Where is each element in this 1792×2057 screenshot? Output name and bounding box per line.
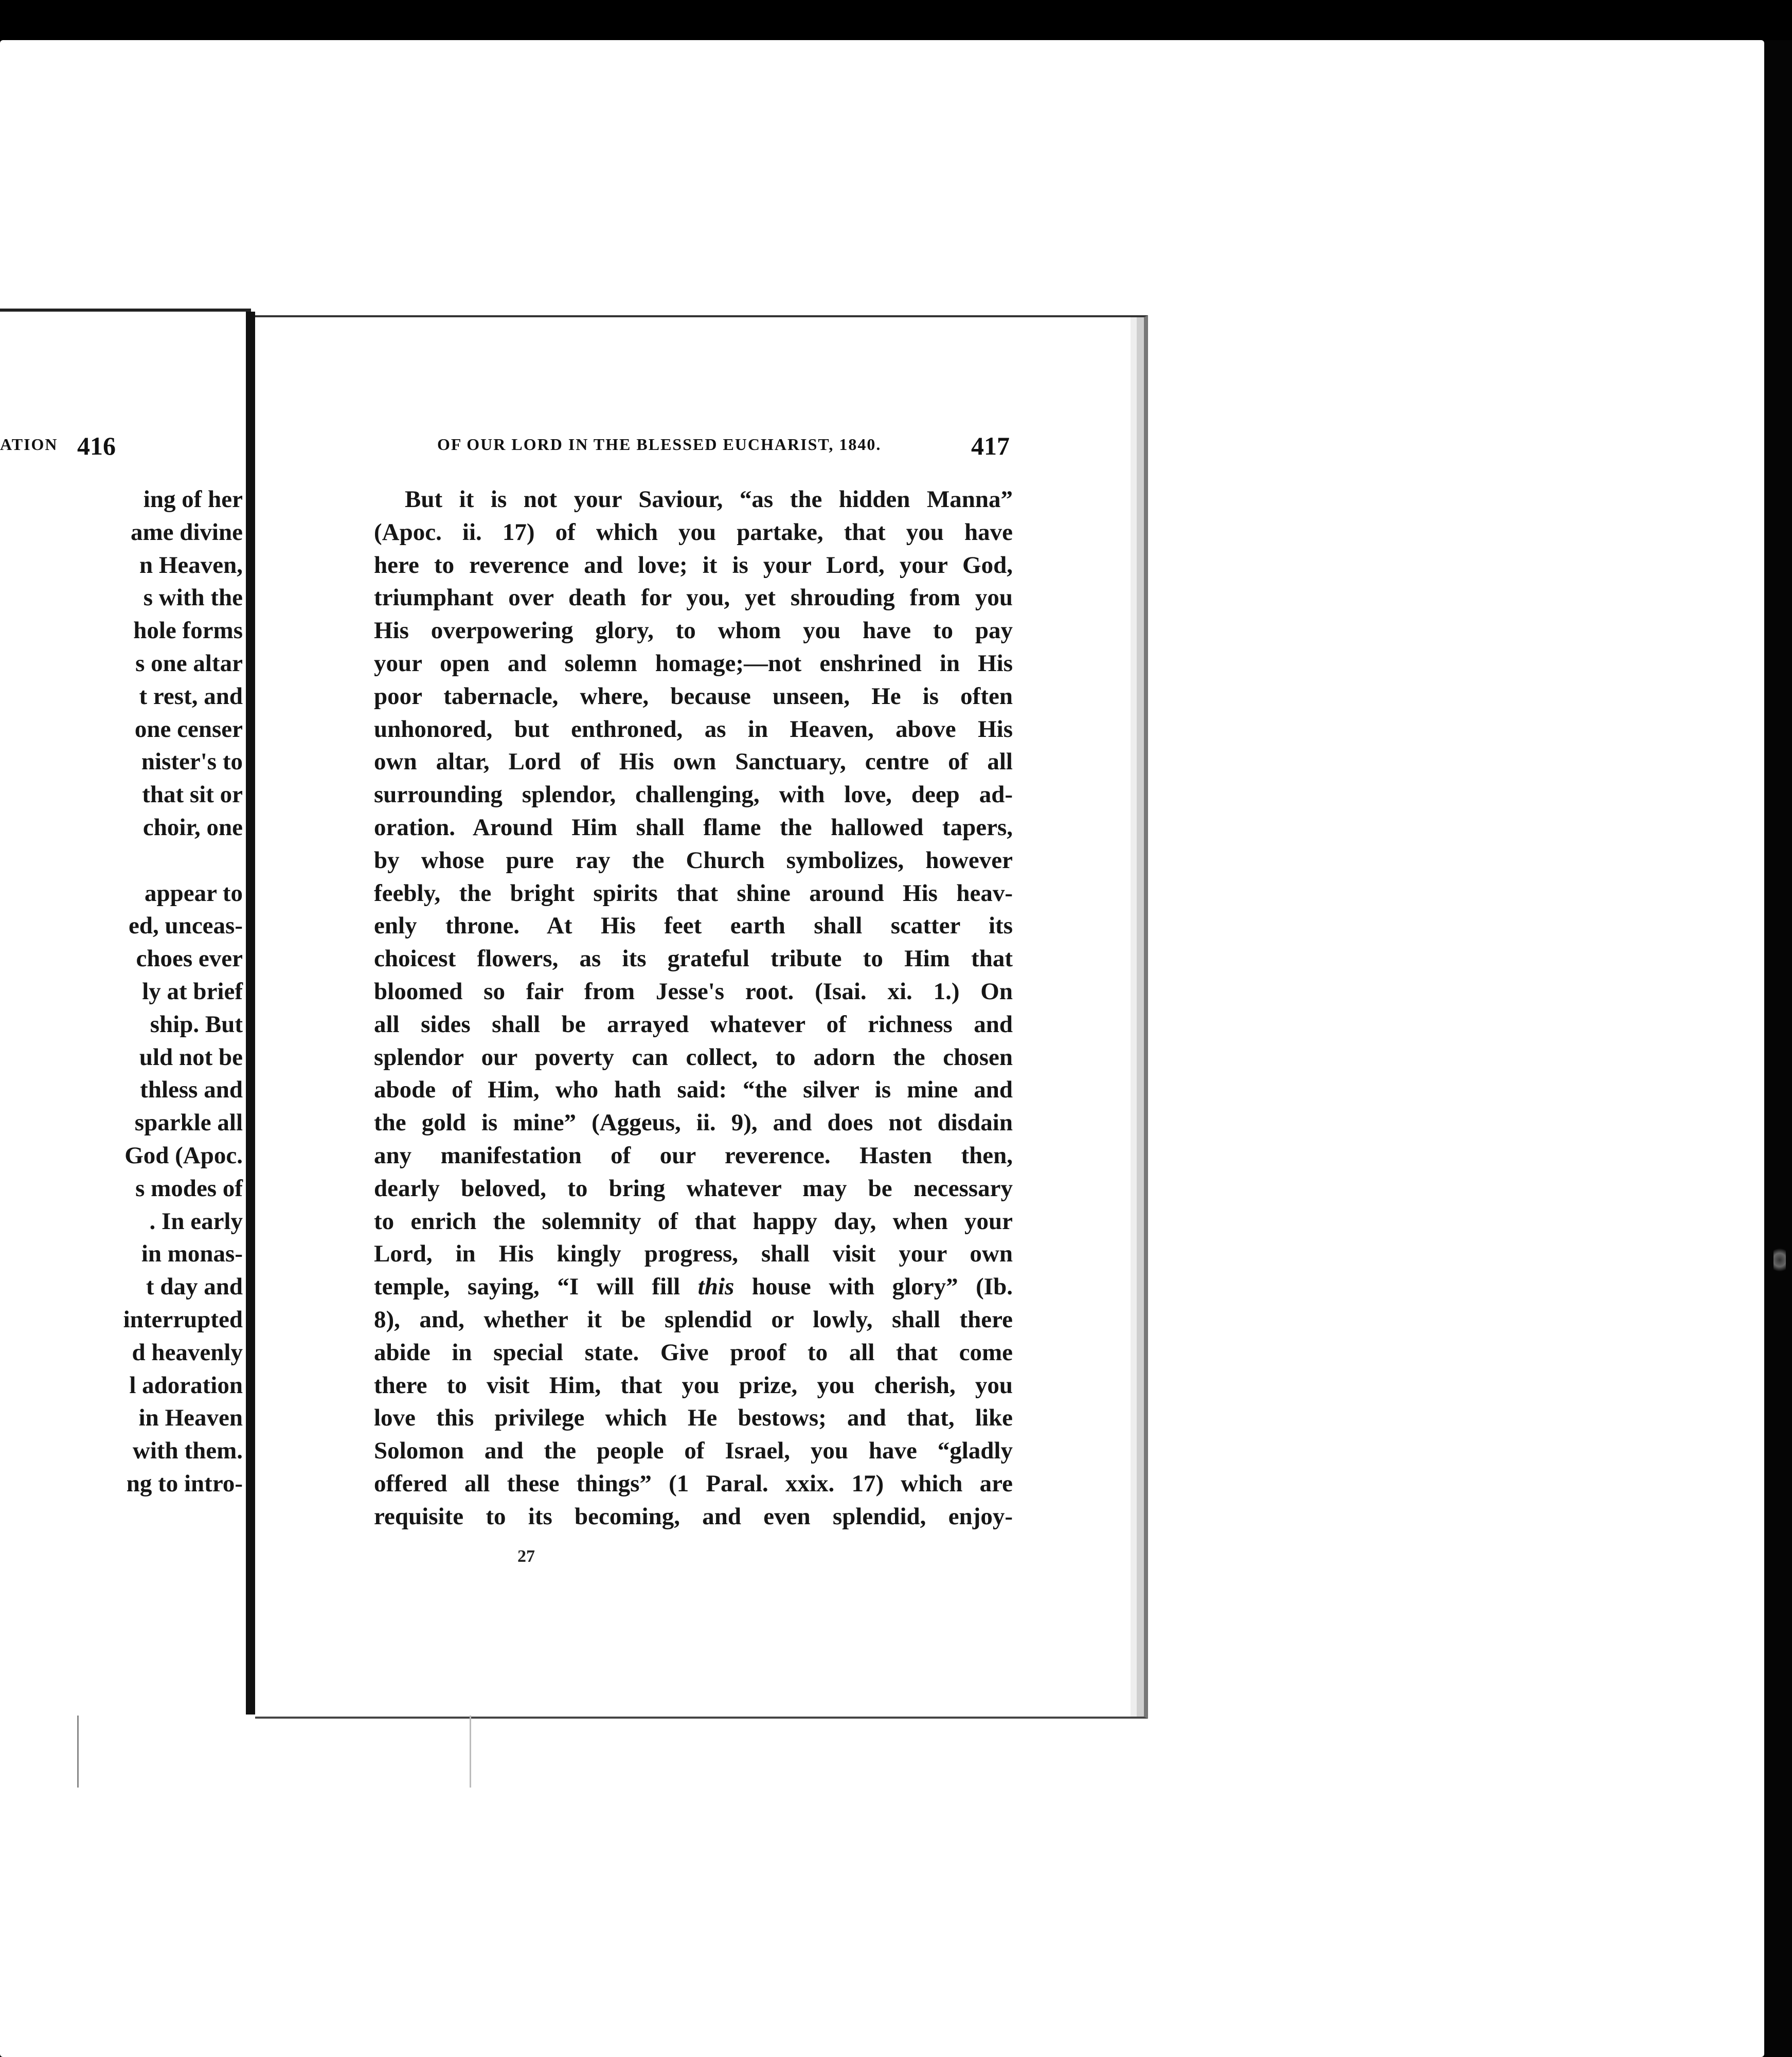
left-text-line: ame divine [130, 518, 243, 546]
right-text-line: the gold is mine” (Aggeus, ii. 9), and does not disdain [374, 1109, 1013, 1136]
left-text-line: in monas- [141, 1240, 243, 1268]
scan-speck [1773, 1244, 1786, 1275]
right-text-line: splendor our poverty can collect, to adorn the chosen [374, 1043, 1013, 1071]
right-text-line: by whose pure ray the Church symbolizes, however [374, 846, 1013, 874]
right-page-number: 417 [971, 431, 1010, 460]
right-text-line: to enrich the solemnity of that happy day, when your [374, 1207, 1013, 1235]
under-page-edges [77, 1716, 471, 1788]
right-text-line: dearly beloved, to bring whatever may be necessary [374, 1175, 1013, 1202]
left-text-line: uld not be [139, 1043, 243, 1071]
right-text-line: all sides shall be arrayed whatever of richness and [374, 1011, 1013, 1038]
left-text-line: ng to intro- [126, 1470, 243, 1497]
book-spine [246, 312, 255, 1715]
right-page-text [374, 483, 1013, 1533]
right-text-line: any manifestation of our reverence. Hasten then, [374, 1142, 1013, 1169]
left-text-line: hole forms [133, 617, 243, 644]
left-text-line: God (Apoc. [124, 1142, 243, 1169]
left-text-line: l adoration [129, 1372, 243, 1399]
left-text-line: in Heaven [138, 1404, 243, 1432]
left-text-line: ship. But [150, 1011, 243, 1038]
left-text-line: . In early [149, 1207, 243, 1235]
right-text-line: own altar, Lord of His own Sanctuary, centre of all [374, 748, 1013, 775]
right-text-line: unhonored, but enthroned, as in Heaven, above His [374, 715, 1013, 743]
right-text-line: surrounding splendor, challenging, with love, deep ad- [374, 781, 1013, 808]
right-text-line: feebly, the bright spirits that shine around His heav- [374, 879, 1013, 907]
right-text-line: 8), and, whether it be splendid or lowly, shall there [374, 1306, 1013, 1333]
right-text-line: oration. Around Him shall flame the hallowed tapers, [374, 814, 1013, 841]
left-running-head-text: ATION [0, 435, 58, 454]
right-text-line: requisite to its becoming, and even splendid, enjoy- [374, 1503, 1013, 1530]
left-text-line: ly at brief [142, 978, 243, 1005]
signature-mark: 27 [517, 1547, 535, 1566]
left-text-line: sparkle all [134, 1109, 243, 1136]
left-text-line: s one altar [135, 649, 243, 677]
left-text-line: appear to [144, 879, 243, 907]
scan-edge [1764, 40, 1792, 2057]
left-text-line: interrupted [123, 1306, 243, 1333]
right-text-line: abode of Him, who hath said: “the silver is mine and [374, 1076, 1013, 1104]
left-text-line: ed, unceas- [129, 912, 243, 940]
right-running-head: OF OUR LORD IN THE BLESSED EUCHARIST, 1840. [437, 435, 882, 454]
right-text-line: there to visit Him, that you prize, you cherish, you [374, 1372, 1013, 1399]
left-text-line: choir, one [142, 814, 243, 841]
left-page-number: 416 [77, 431, 116, 460]
left-text-line: ing of her [143, 486, 243, 513]
right-text-line: your open and solemn homage;—not enshrined in His [374, 649, 1013, 677]
left-text-line: choes ever [136, 945, 243, 972]
right-text-line: enly throne. At His feet earth shall scatter its [374, 912, 1013, 940]
left-text-line: nister's to [141, 748, 243, 775]
left-page-text [0, 483, 243, 1501]
left-text-line: s with the [143, 584, 243, 611]
left-text-line: that sit or [142, 781, 243, 808]
right-text-line: bloomed so fair from Jesse's root. (Isai. xi. 1.) On [374, 978, 1013, 1005]
right-text-line: triumphant over death for you, yet shrouding from you [374, 584, 1013, 611]
right-text-line: choicest flowers, as its grateful tribute to Him that [374, 945, 1013, 972]
right-text-line: His overpowering glory, to whom you have to pay [374, 617, 1013, 644]
right-text-line: But it is not your Saviour, “as the hidden Manna” [405, 486, 1013, 513]
left-text-line: thless and [140, 1076, 243, 1104]
left-text-line: n Heaven, [139, 551, 243, 579]
left-text-line: d heavenly [132, 1339, 243, 1366]
left-text-line: s modes of [135, 1175, 243, 1202]
right-text-line: temple, saying, “I will fill this house with glory” (Ib. [374, 1273, 1013, 1301]
right-text-line: (Apoc. ii. 17) of which you partake, that you have [374, 518, 1013, 546]
left-text-line [0, 844, 243, 877]
right-text-line: offered all these things” (1 Paral. xxix. 17) which are [374, 1470, 1013, 1497]
right-text-line: abide in special state. Give proof to all that come [374, 1339, 1013, 1366]
left-text-line: with them. [132, 1437, 243, 1465]
right-text-line: Lord, in His kingly progress, shall visit your own [374, 1240, 1013, 1268]
left-text-line: t rest, and [139, 682, 243, 710]
right-text-line: poor tabernacle, where, because unseen, He is often [374, 682, 1013, 710]
right-text-line: here to reverence and love; it is your Lord, your God, [374, 551, 1013, 579]
right-text-line: love this privilege which He bestows; and that, like [374, 1404, 1013, 1432]
right-text-line: Solomon and the people of Israel, you have “gladly [374, 1437, 1013, 1465]
left-running-head [0, 435, 58, 454]
left-text-line: one censer [134, 715, 243, 743]
left-text-line: t day and [146, 1273, 243, 1301]
